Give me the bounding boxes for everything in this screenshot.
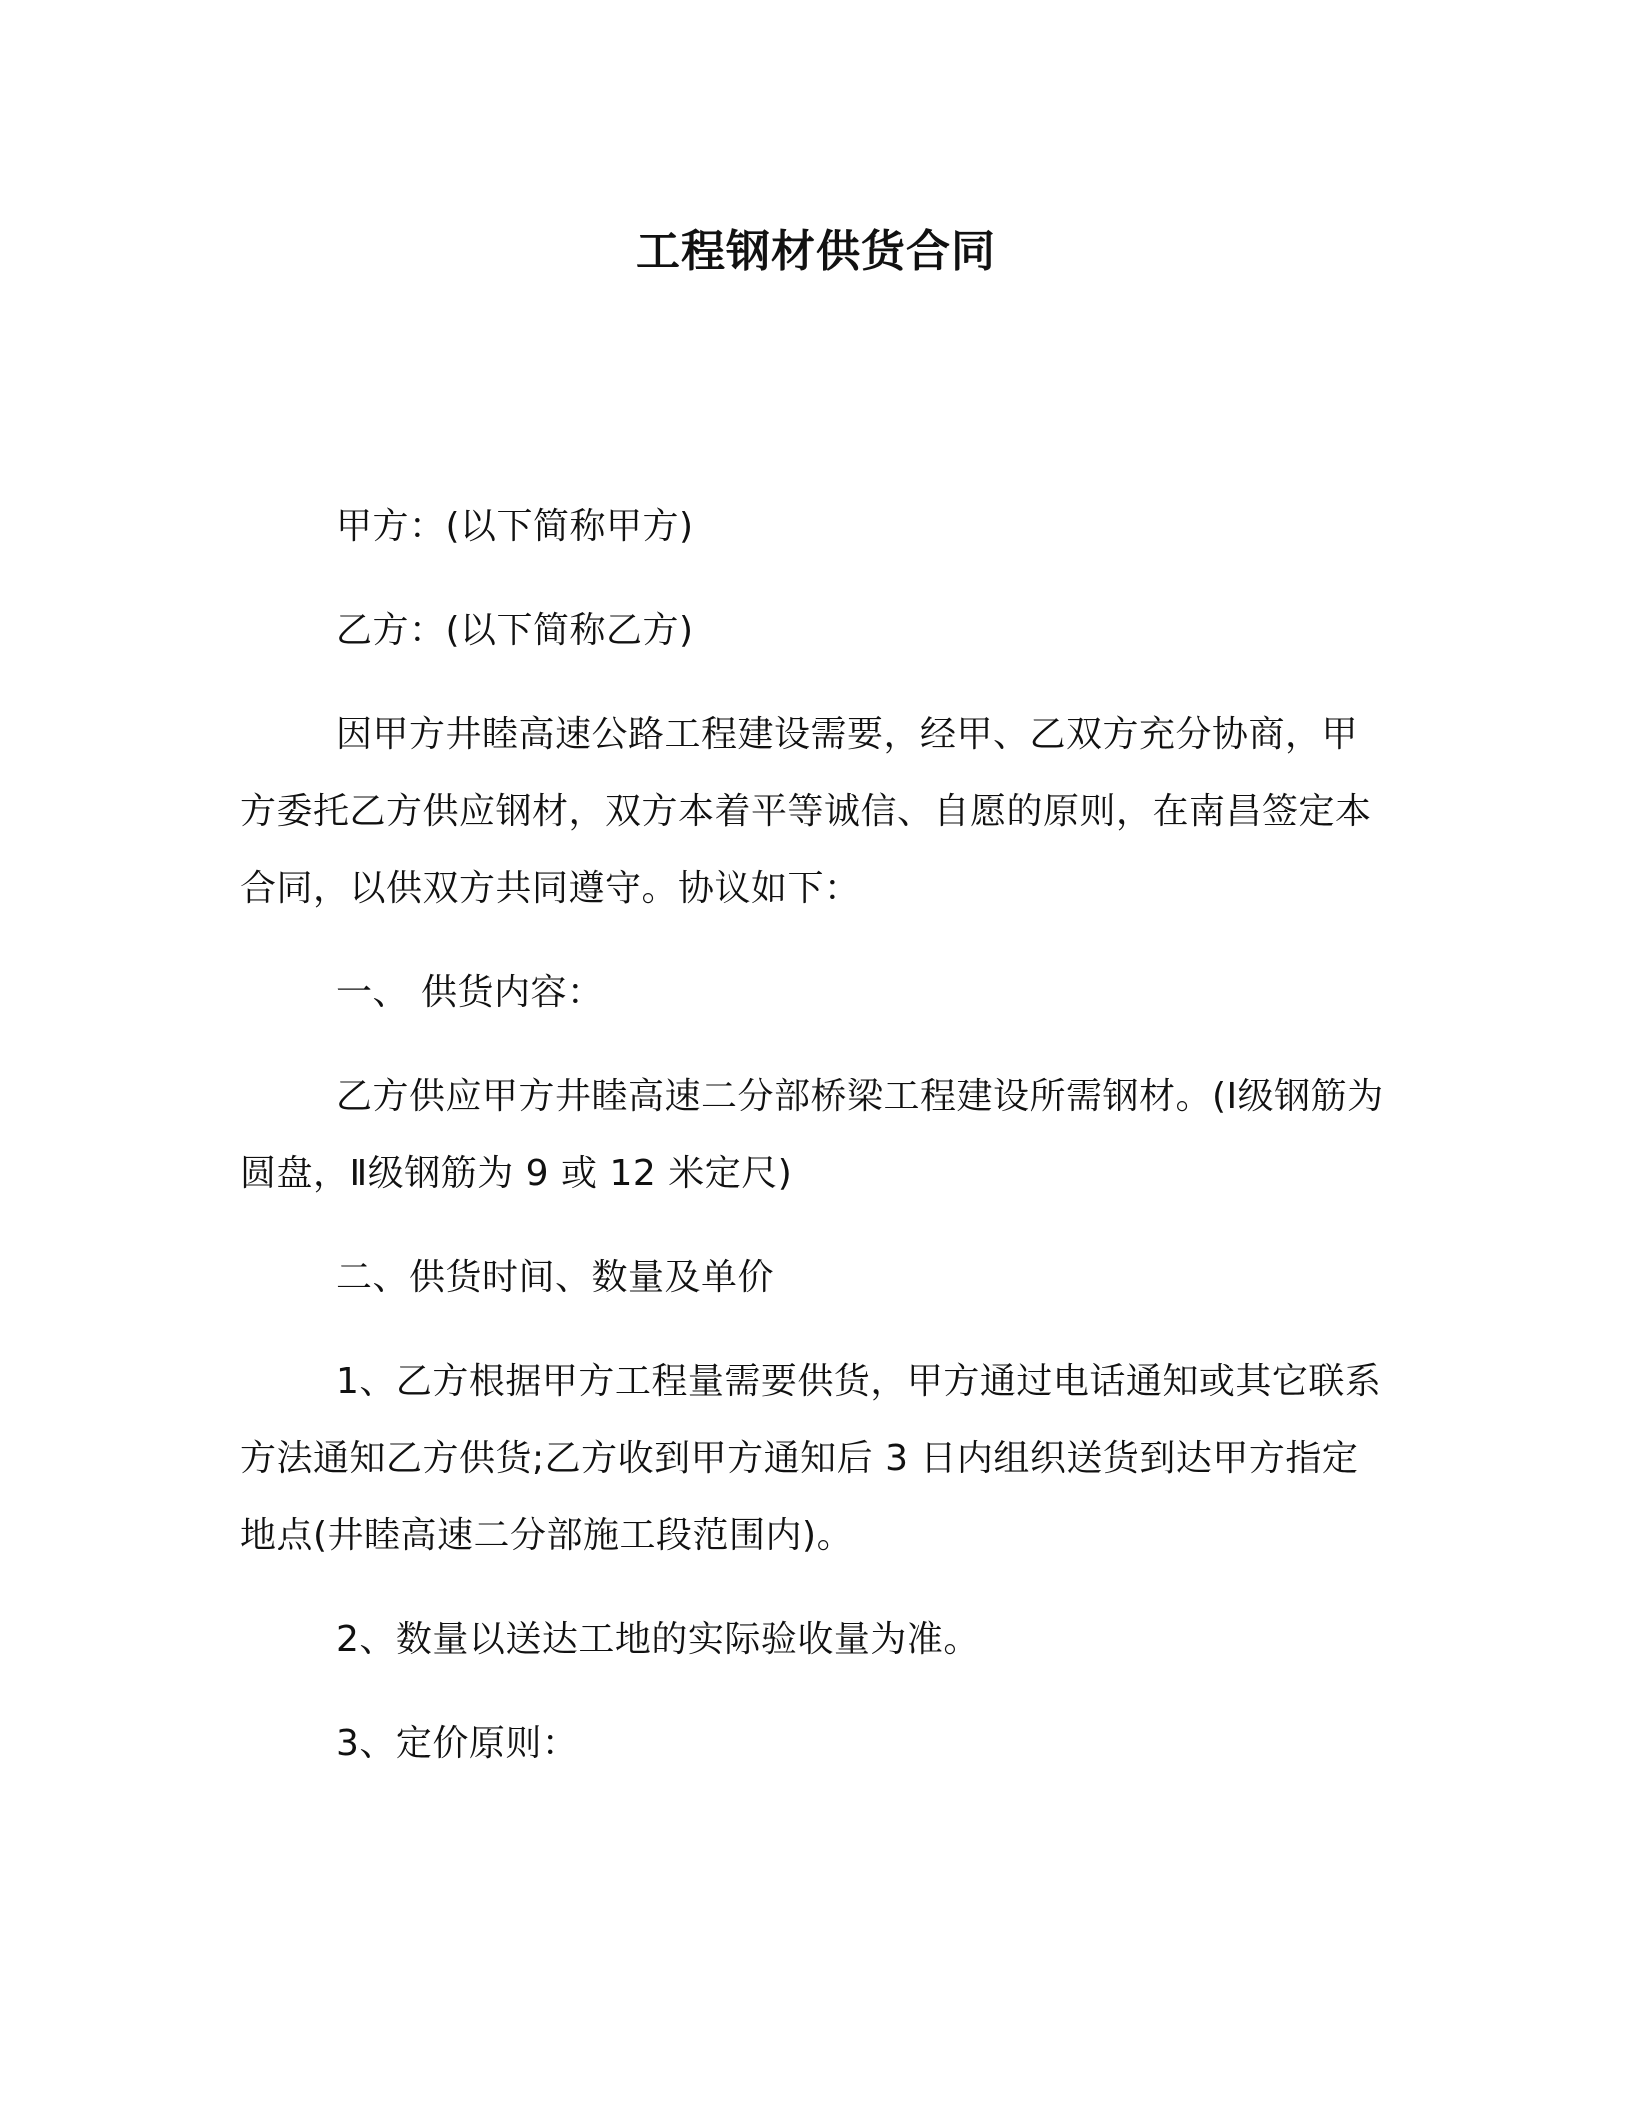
party-a-line: 甲方：(以下简称甲方) [336,506,694,547]
clause-2-1: 1、乙方根据甲方工程量需要供货，甲方通过电话通知或其它联系方法通知乙方供货;乙方收到甲方通知后 3 日内组织送货到达甲方指定地点(井睦高速二分部施工段范围内)。 [240,1361,1382,1556]
document-title: 工程钢材供货合同 [636,226,996,277]
party-b-line: 乙方：(以下简称乙方) [336,610,694,651]
document-body [240,488,1390,1782]
section-2-heading: 二、供货时间、数量及单价 [336,1257,775,1298]
section-1-heading: 一、 供货内容： [336,972,604,1013]
preamble-paragraph: 因甲方井睦高速公路工程建设需要，经甲、乙双方充分协商，甲方委托乙方供应钢材，双方本着平等诚信、自愿的原则，在南昌签定本合同，以供双方共同遵守。协议如下： [240,714,1372,909]
clause-2-3: 3、定价原则： [336,1723,579,1764]
clause-2-2: 2、数量以送达工地的实际验收量为准。 [336,1619,980,1660]
section-1-content: 乙方供应甲方井睦高速二分部桥梁工程建设所需钢材。(Ⅰ级钢筋为圆盘，Ⅱ级钢筋为 9 或 12 米定尺) [240,1076,1384,1194]
